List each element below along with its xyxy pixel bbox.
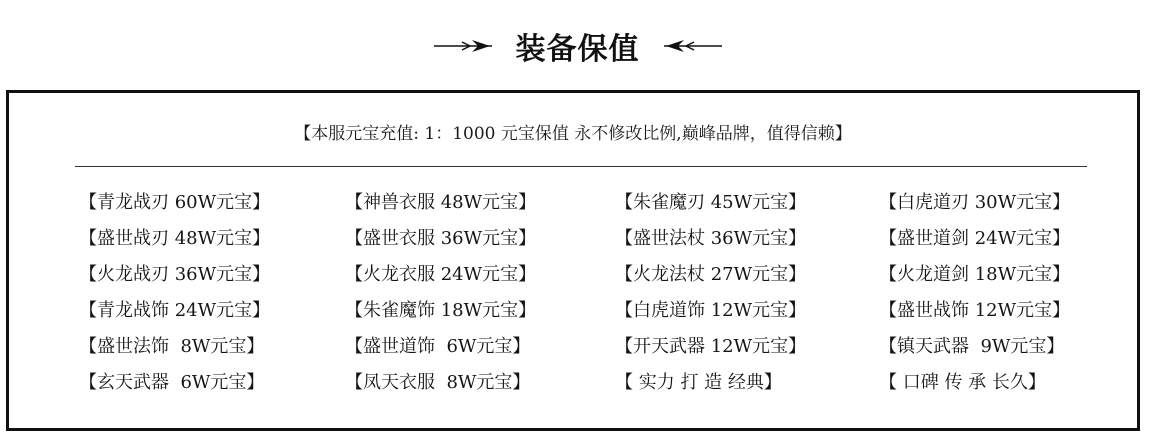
price-item: 【白虎道刃 30W元宝】 <box>879 192 1071 213</box>
left-arrow-ornament-icon <box>432 37 502 55</box>
price-item: 【盛世衣服 36W元宝】 <box>345 228 537 249</box>
price-item: 【盛世道饰 6W元宝】 <box>345 336 531 357</box>
price-item: 【开天武器 12W元宝】 <box>615 336 807 357</box>
slogan-item: 【 实力 打 造 经典】 <box>615 372 782 393</box>
page-title: 装备保值 <box>515 32 640 67</box>
price-item: 【青龙战刃 60W元宝】 <box>79 192 271 213</box>
price-item: 【火龙道剑 18W元宝】 <box>879 264 1071 285</box>
price-row <box>9 369 1137 405</box>
title-bar <box>0 18 1155 74</box>
price-item: 【盛世战刃 48W元宝】 <box>79 228 271 249</box>
price-row <box>9 189 1137 225</box>
price-item: 【白虎道饰 12W元宝】 <box>615 300 807 321</box>
price-row <box>9 261 1137 297</box>
price-item: 【神兽衣服 48W元宝】 <box>345 192 537 213</box>
equipment-price-grid <box>9 189 1137 405</box>
price-row <box>9 333 1137 369</box>
price-item: 【火龙衣服 24W元宝】 <box>345 264 537 285</box>
slogan-item: 【 口碑 传 承 长久】 <box>879 372 1046 393</box>
price-item: 【青龙战饰 24W元宝】 <box>79 300 271 321</box>
price-item: 【盛世法杖 36W元宝】 <box>615 228 807 249</box>
price-item: 【凤天衣服 8W元宝】 <box>345 372 531 393</box>
price-item: 【火龙法杖 27W元宝】 <box>615 264 807 285</box>
equipment-value-panel <box>6 90 1140 431</box>
price-item: 【火龙战刃 36W元宝】 <box>79 264 271 285</box>
price-item: 【朱雀魔刃 45W元宝】 <box>615 192 807 213</box>
price-item: 【镇天武器 9W元宝】 <box>879 336 1065 357</box>
price-row <box>9 297 1137 333</box>
price-item: 【盛世法饰 8W元宝】 <box>79 336 265 357</box>
divider <box>75 166 1087 167</box>
price-item: 【盛世道剑 24W元宝】 <box>879 228 1071 249</box>
price-row <box>9 225 1137 261</box>
exchange-rate-notice: 【本服元宝充值: 1：1000 元宝保值 永不修改比例,巅峰品牌，值得信赖】 <box>294 124 852 144</box>
price-item: 【玄天武器 6W元宝】 <box>79 372 265 393</box>
price-item: 【朱雀魔饰 18W元宝】 <box>345 300 537 321</box>
right-arrow-ornament-icon <box>654 37 724 55</box>
price-item: 【盛世战饰 12W元宝】 <box>879 300 1071 321</box>
